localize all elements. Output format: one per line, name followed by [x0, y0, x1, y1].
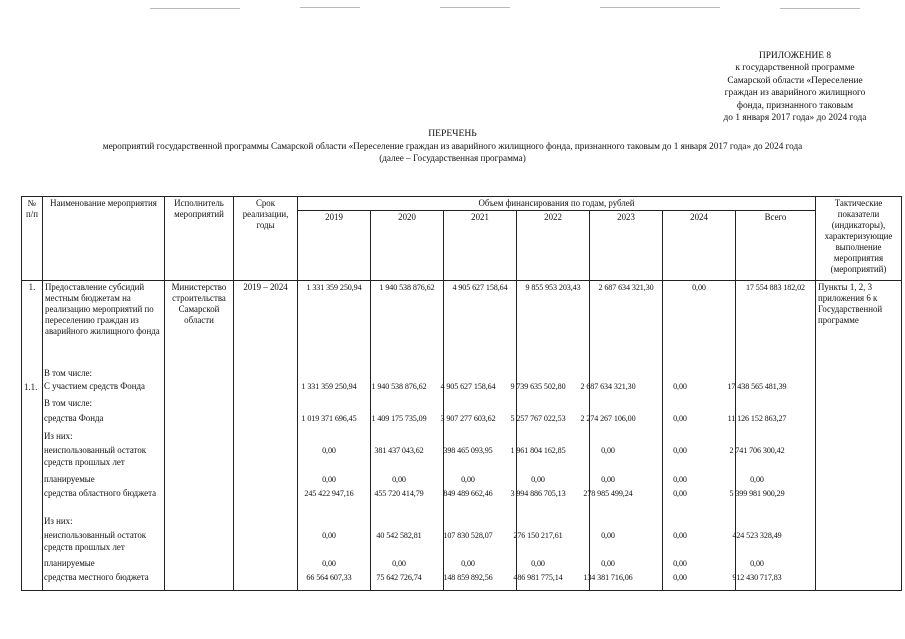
subtitle-line: (далее – Государственная программа): [379, 153, 526, 163]
appendix-line: к государственной программе: [735, 63, 855, 74]
row-total: 17 438 565 481,39: [727, 382, 787, 391]
row-value: 9 739 635 502,80: [510, 382, 566, 391]
row-value: 2 687 634 321,30: [580, 382, 636, 391]
main-row-value: 1 940 538 876,62: [371, 281, 444, 591]
main-row-num: 1.: [22, 281, 43, 591]
scan-artifact: [300, 7, 360, 8]
appendix-line: Самарской области «Переселение: [727, 75, 863, 86]
scan-artifact: [440, 7, 510, 8]
header-name: Наименование мероприятия: [43, 197, 165, 281]
main-row-value: 1 331 359 250,94: [298, 281, 371, 591]
row-value: 0,00: [673, 489, 687, 498]
appendix-line: граждан из аварийного жилищного: [724, 88, 866, 99]
row-value: 0,00: [601, 475, 615, 484]
row-value: 0,00: [673, 531, 687, 540]
row-value: 849 489 662,46: [443, 489, 493, 498]
row-value: 0,00: [461, 559, 475, 568]
row-total: 912 430 717,83: [732, 573, 782, 582]
row-value: 0,00: [673, 475, 687, 484]
row-value: 5 257 767 022,53: [510, 414, 566, 423]
header-total: Всего: [736, 211, 816, 281]
appendix-heading: [700, 50, 890, 124]
header-indicators: Тактические показатели (индикаторы), характеризующие выполнение мероприятия (мероприятий): [816, 197, 902, 281]
row-value: 0,00: [322, 559, 336, 568]
header-year: 2019: [298, 211, 371, 281]
main-row-indicators: Пункты 1, 2, 3 приложения 6 к Государственной программе: [816, 281, 902, 591]
row-value: 455 720 414,79: [374, 489, 424, 498]
sub-row-label: В том числе:: [44, 398, 92, 408]
header-executor: Исполнитель мероприятий: [165, 197, 234, 281]
row-value: 3 994 886 705,13: [510, 489, 566, 498]
row-value: 0,00: [673, 446, 687, 455]
header-term: Срок реализации, годы: [234, 197, 298, 281]
row-value: 107 830 528,07: [443, 531, 493, 540]
row-value: 0,00: [673, 559, 687, 568]
row-value: 486 981 775,14: [513, 573, 563, 582]
main-row-name: Предоставление субсидий местным бюджетам на реализацию мероприятий по переселению граждан из аварийного жилищного фонда: [43, 281, 165, 591]
row-value: 1 331 359 250,94: [301, 382, 357, 391]
main-row-total: 17 554 883 182,02: [736, 281, 816, 591]
appendix-line: до 1 января 2017 года» до 2024 года: [723, 113, 867, 124]
row-value: 0,00: [531, 475, 545, 484]
row-value: 278 985 499,24: [583, 489, 633, 498]
row-value: 0,00: [461, 475, 475, 484]
header-year: 2021: [444, 211, 517, 281]
sub-row-label: неиспользованный остаток средств прошлых лет: [44, 530, 147, 552]
sub-row-label: средства областного бюджета: [44, 488, 157, 498]
row-value: 134 381 716,06: [583, 573, 633, 582]
sub-row-label: средства Фонда: [44, 413, 104, 423]
scan-artifact: [150, 8, 240, 9]
row-total: 424 523 328,49: [732, 531, 782, 540]
main-row-value: 9 855 953 203,43: [517, 281, 590, 591]
row-total: 2 741 706 300,42: [729, 446, 785, 455]
header-year: 2022: [517, 211, 590, 281]
main-row-value: 0,00: [663, 281, 736, 591]
row-value: 0,00: [601, 446, 615, 455]
row-value: 0,00: [601, 531, 615, 540]
sub-row-label: В том числе:: [44, 368, 92, 378]
row-value: 0,00: [322, 475, 336, 484]
main-row-term: 2019 – 2024: [234, 281, 298, 591]
header-year: 2020: [371, 211, 444, 281]
row-value: 1 940 538 876,62: [371, 382, 427, 391]
row-value: 398 465 093,95: [443, 446, 493, 455]
row-value: 381 437 043,62: [374, 446, 424, 455]
scan-artifact: [600, 7, 720, 8]
row-value: 148 859 892,56: [443, 573, 493, 582]
row-value: 75 642 726,74: [376, 573, 422, 582]
sub-row-label: планируемые: [44, 474, 95, 484]
sub-row-label: средства местного бюджета: [44, 572, 149, 582]
row-total: 0,00: [750, 559, 764, 568]
appendix-line: фонда, признанного таковым: [736, 100, 854, 111]
row-value: 0,00: [673, 573, 687, 582]
row-value: 40 542 582,81: [376, 531, 422, 540]
row-value: 245 422 947,16: [304, 489, 354, 498]
row-value: 2 274 267 106,00: [580, 414, 636, 423]
row-value: 0,00: [392, 559, 406, 568]
row-value: 0,00: [322, 531, 336, 540]
main-row-value: 2 687 634 321,30: [590, 281, 663, 591]
subtitle-line: мероприятий государственной программы Самарской области «Переселение граждан из аварийного жилищного фонда, признанного таковым до 1 января 2017 года» до 2024 года: [102, 141, 803, 151]
row-value: 0,00: [392, 475, 406, 484]
sub-row-label: С участием средств Фонда: [44, 381, 145, 391]
document-subtitle: [40, 140, 865, 164]
row-value: 0,00: [531, 559, 545, 568]
header-num: № п/п: [22, 197, 43, 281]
sub-row-num: 1.1.: [24, 382, 38, 392]
main-row-executor: Министерство строительства Самарской области: [165, 281, 234, 591]
appendix-line: ПРИЛОЖЕНИЕ 8: [758, 51, 832, 61]
header-year: 2024: [663, 211, 736, 281]
main-row-value: 4 905 627 158,64: [444, 281, 517, 591]
row-value: 0,00: [322, 446, 336, 455]
row-value: 3 907 277 603,62: [440, 414, 496, 423]
row-total: 11 126 152 863,27: [727, 414, 787, 423]
sub-row-label: неиспользованный остаток средств прошлых лет: [44, 445, 147, 467]
row-value: 66 564 607,33: [306, 573, 352, 582]
sub-row-label: Из них:: [44, 516, 73, 526]
row-value: 0,00: [601, 559, 615, 568]
row-total: 0,00: [750, 475, 764, 484]
row-value: 0,00: [673, 382, 687, 391]
document-title: ПЕРЕЧЕНЬ: [428, 128, 477, 139]
scan-artifact: [780, 8, 860, 9]
header-financing: Объем финансирования по годам, рублей: [298, 197, 816, 211]
row-total: 5 399 981 900,29: [729, 489, 785, 498]
row-value: 276 150 217,61: [513, 531, 563, 540]
row-value: 1 409 175 735,09: [371, 414, 427, 423]
row-value: 0,00: [673, 414, 687, 423]
sub-row-label: планируемые: [44, 558, 95, 568]
row-value: 4 905 627 158,64: [440, 382, 496, 391]
row-value: 1 019 371 696,45: [301, 414, 357, 423]
header-year: 2023: [590, 211, 663, 281]
row-value: 1 961 804 162,85: [510, 446, 566, 455]
sub-row-label: Из них:: [44, 431, 73, 441]
